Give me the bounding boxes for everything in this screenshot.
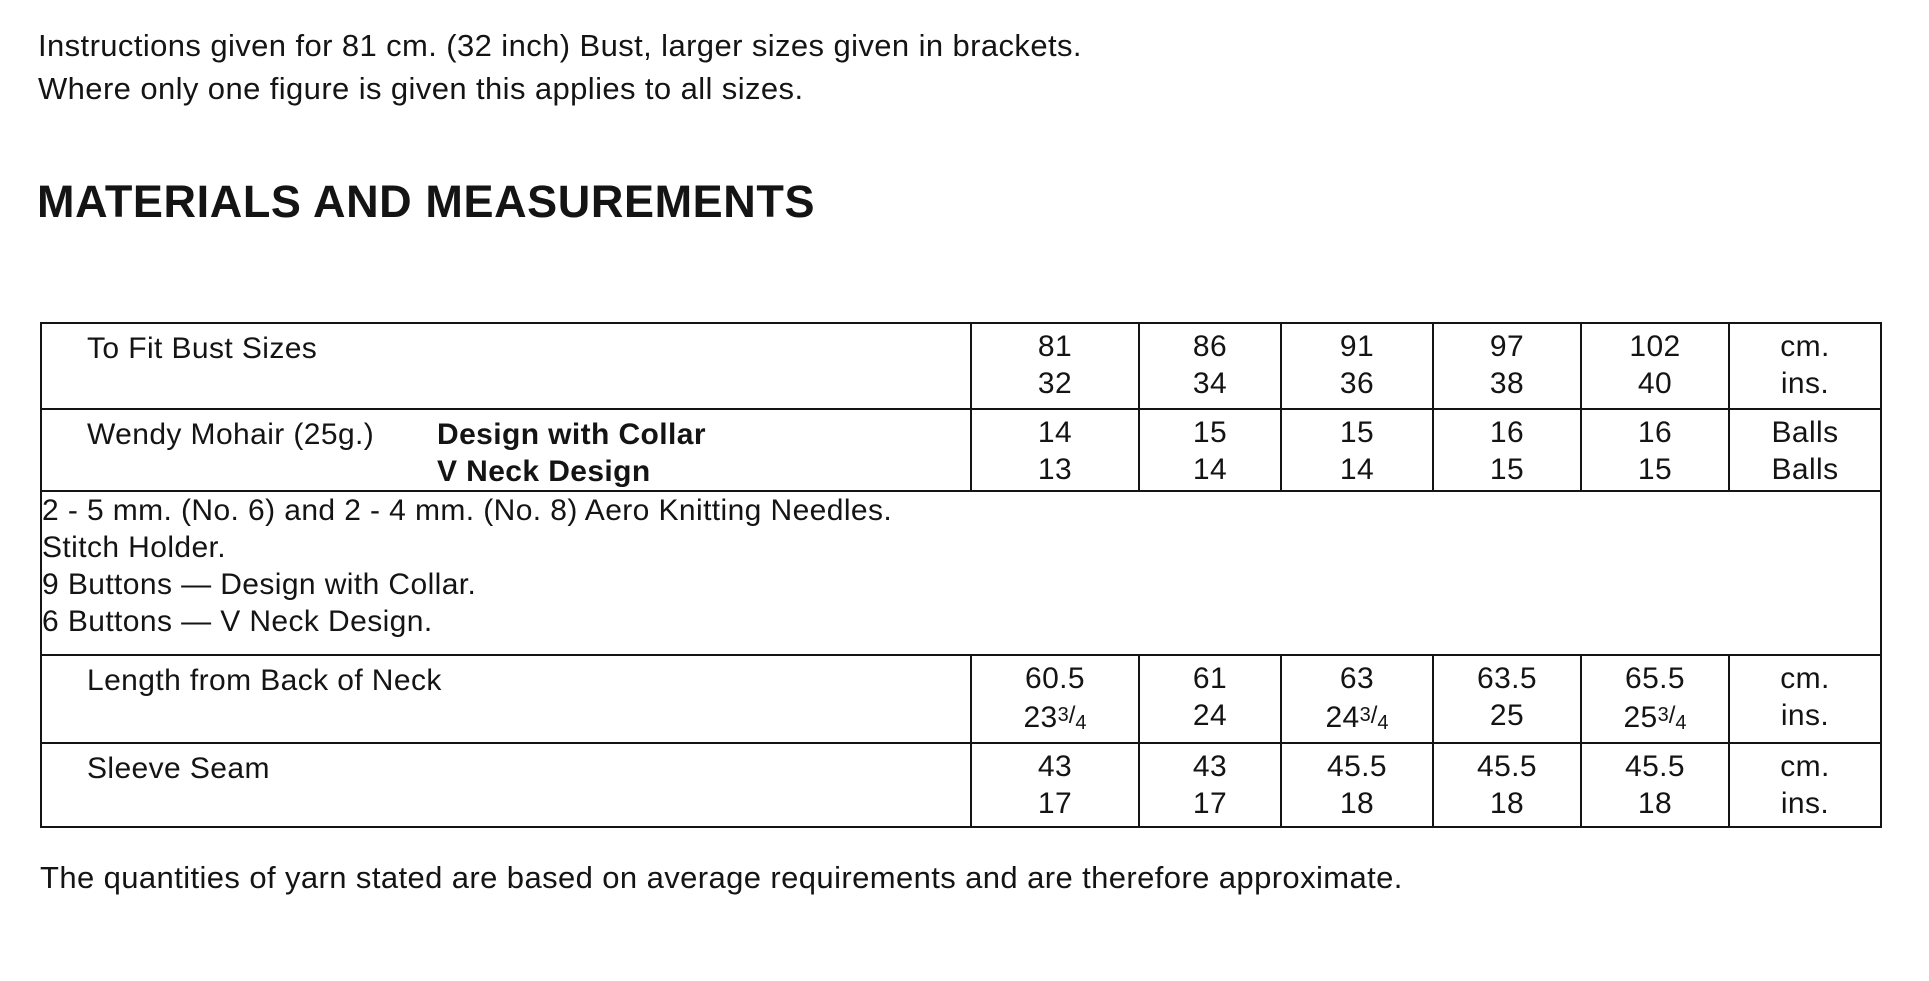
unit-cm: cm. xyxy=(1780,750,1830,783)
table-row-bust xyxy=(41,323,1881,409)
sleeve-cm: 45.5 xyxy=(1327,750,1387,783)
design-vneck-label: V Neck Design xyxy=(437,455,651,488)
sleeve-unit-cell xyxy=(1729,743,1881,827)
sleeve-cell xyxy=(971,743,1139,827)
unit-cm: cm. xyxy=(1780,330,1830,363)
notions-line: 9 Buttons — Design with Collar. xyxy=(42,568,477,601)
fraction-numerator: 3 xyxy=(1057,704,1069,726)
length-cm: 60.5 xyxy=(1025,662,1085,695)
intro-text xyxy=(38,24,1082,110)
bust-cm: 86 xyxy=(1192,330,1228,363)
length-cm: 61 xyxy=(1192,662,1228,695)
footer-note: The quantities of yarn stated are based on average requirements and are therefore approximate. xyxy=(40,860,1403,895)
balls-vneck: 13 xyxy=(1037,453,1073,486)
sleeve-cm: 43 xyxy=(1192,750,1228,783)
bust-size-cell xyxy=(1139,323,1281,409)
unit-balls: Balls xyxy=(1771,416,1839,449)
notions-line: Stitch Holder. xyxy=(42,531,227,564)
bust-size-cell xyxy=(1433,323,1581,409)
balls-vneck: 15 xyxy=(1637,453,1673,486)
length-label: Length from Back of Neck xyxy=(41,655,971,743)
length-cell xyxy=(1139,655,1281,743)
balls-vneck: 15 xyxy=(1489,453,1525,486)
length-ins-whole: 24 xyxy=(1192,699,1228,732)
table-row-yarn xyxy=(41,409,1881,491)
table-row-notions xyxy=(41,491,1881,655)
notions-line: 6 Buttons — V Neck Design. xyxy=(42,605,433,638)
unit-ins: ins. xyxy=(1780,787,1830,820)
length-ins-whole: 23 xyxy=(1023,701,1058,734)
yarn-balls-cell xyxy=(971,409,1139,491)
length-cell xyxy=(1433,655,1581,743)
sleeve-label: Sleeve Seam xyxy=(41,743,971,827)
yarn-balls-cell xyxy=(1139,409,1281,491)
length-cell xyxy=(971,655,1139,743)
unit-ins: ins. xyxy=(1780,699,1830,732)
length-cm: 63.5 xyxy=(1477,662,1537,695)
sleeve-cell xyxy=(1139,743,1281,827)
sleeve-cm: 43 xyxy=(1037,750,1073,783)
section-heading: MATERIALS AND MEASUREMENTS xyxy=(37,176,816,227)
unit-ins: ins. xyxy=(1780,367,1830,400)
notions-cell xyxy=(41,491,1881,655)
balls-collar: 16 xyxy=(1489,416,1525,449)
bust-size-cell xyxy=(971,323,1139,409)
intro-line-1: Instructions given for 81 cm. (32 inch) Bust, larger sizes given in brackets. xyxy=(38,28,1082,63)
fraction-three-quarters xyxy=(1359,702,1389,734)
unit-balls: Balls xyxy=(1771,453,1839,486)
yarn-unit-cell xyxy=(1729,409,1881,491)
bust-cm: 102 xyxy=(1629,330,1681,363)
bust-cm: 97 xyxy=(1489,330,1525,363)
sleeve-ins: 18 xyxy=(1637,787,1673,820)
length-ins-whole: 25 xyxy=(1489,699,1525,732)
sleeve-cell xyxy=(1281,743,1433,827)
fraction-slash: / xyxy=(1668,702,1676,729)
table-row-length xyxy=(41,655,1881,743)
design-collar-label: Design with Collar xyxy=(437,418,706,451)
sleeve-ins: 18 xyxy=(1339,787,1375,820)
balls-collar: 14 xyxy=(1037,416,1073,449)
fraction-slash: / xyxy=(1370,702,1378,729)
fraction-numerator: 3 xyxy=(1359,704,1371,726)
bust-unit-cell xyxy=(1729,323,1881,409)
table-row-sleeve xyxy=(41,743,1881,827)
fraction-denominator: 4 xyxy=(1675,712,1687,734)
length-ins xyxy=(1582,697,1728,742)
bust-ins: 40 xyxy=(1637,367,1673,400)
bust-ins: 34 xyxy=(1192,367,1228,400)
intro-line-2: Where only one figure is given this applies to all sizes. xyxy=(38,71,804,106)
balls-vneck: 14 xyxy=(1339,453,1375,486)
fraction-denominator: 4 xyxy=(1075,712,1087,734)
balls-collar: 16 xyxy=(1637,416,1673,449)
bust-size-cell xyxy=(1281,323,1433,409)
length-ins xyxy=(972,697,1138,742)
unit-cm: cm. xyxy=(1780,662,1830,695)
fraction-numerator: 3 xyxy=(1657,704,1669,726)
balls-vneck: 14 xyxy=(1192,453,1228,486)
yarn-balls-cell xyxy=(1581,409,1729,491)
length-cm: 65.5 xyxy=(1625,662,1685,695)
length-ins xyxy=(1434,697,1580,734)
sleeve-ins: 17 xyxy=(1037,787,1073,820)
bust-size-cell xyxy=(1581,323,1729,409)
bust-label: To Fit Bust Sizes xyxy=(41,323,971,409)
fraction-slash: / xyxy=(1068,702,1076,729)
bust-cm: 81 xyxy=(1037,330,1073,363)
fraction-three-quarters xyxy=(1057,702,1087,734)
sleeve-cell xyxy=(1581,743,1729,827)
yarn-balls-cell xyxy=(1433,409,1581,491)
balls-collar: 15 xyxy=(1192,416,1228,449)
balls-collar: 15 xyxy=(1339,416,1375,449)
bust-cm: 91 xyxy=(1339,330,1375,363)
yarn-label: Wendy Mohair (25g.) xyxy=(87,418,375,451)
notions-line: 2 - 5 mm. (No. 6) and 2 - 4 mm. (No. 8) Aero Knitting Needles. xyxy=(42,494,893,527)
length-ins-whole: 24 xyxy=(1325,701,1360,734)
sleeve-cm: 45.5 xyxy=(1625,750,1685,783)
bust-ins: 36 xyxy=(1339,367,1375,400)
sleeve-cm: 45.5 xyxy=(1477,750,1537,783)
length-ins-whole: 25 xyxy=(1623,701,1658,734)
yarn-label-cell xyxy=(41,409,971,491)
bust-ins: 32 xyxy=(1037,367,1073,400)
length-cell xyxy=(1581,655,1729,743)
length-ins xyxy=(1140,697,1280,734)
fraction-three-quarters xyxy=(1657,702,1687,734)
length-cm: 63 xyxy=(1339,662,1375,695)
sleeve-ins: 18 xyxy=(1489,787,1525,820)
yarn-balls-cell xyxy=(1281,409,1433,491)
length-cell xyxy=(1281,655,1433,743)
length-unit-cell xyxy=(1729,655,1881,743)
length-ins xyxy=(1282,697,1432,742)
sleeve-cell xyxy=(1433,743,1581,827)
fraction-denominator: 4 xyxy=(1377,712,1389,734)
bust-ins: 38 xyxy=(1489,367,1525,400)
materials-table xyxy=(40,322,1882,828)
sleeve-ins: 17 xyxy=(1192,787,1228,820)
